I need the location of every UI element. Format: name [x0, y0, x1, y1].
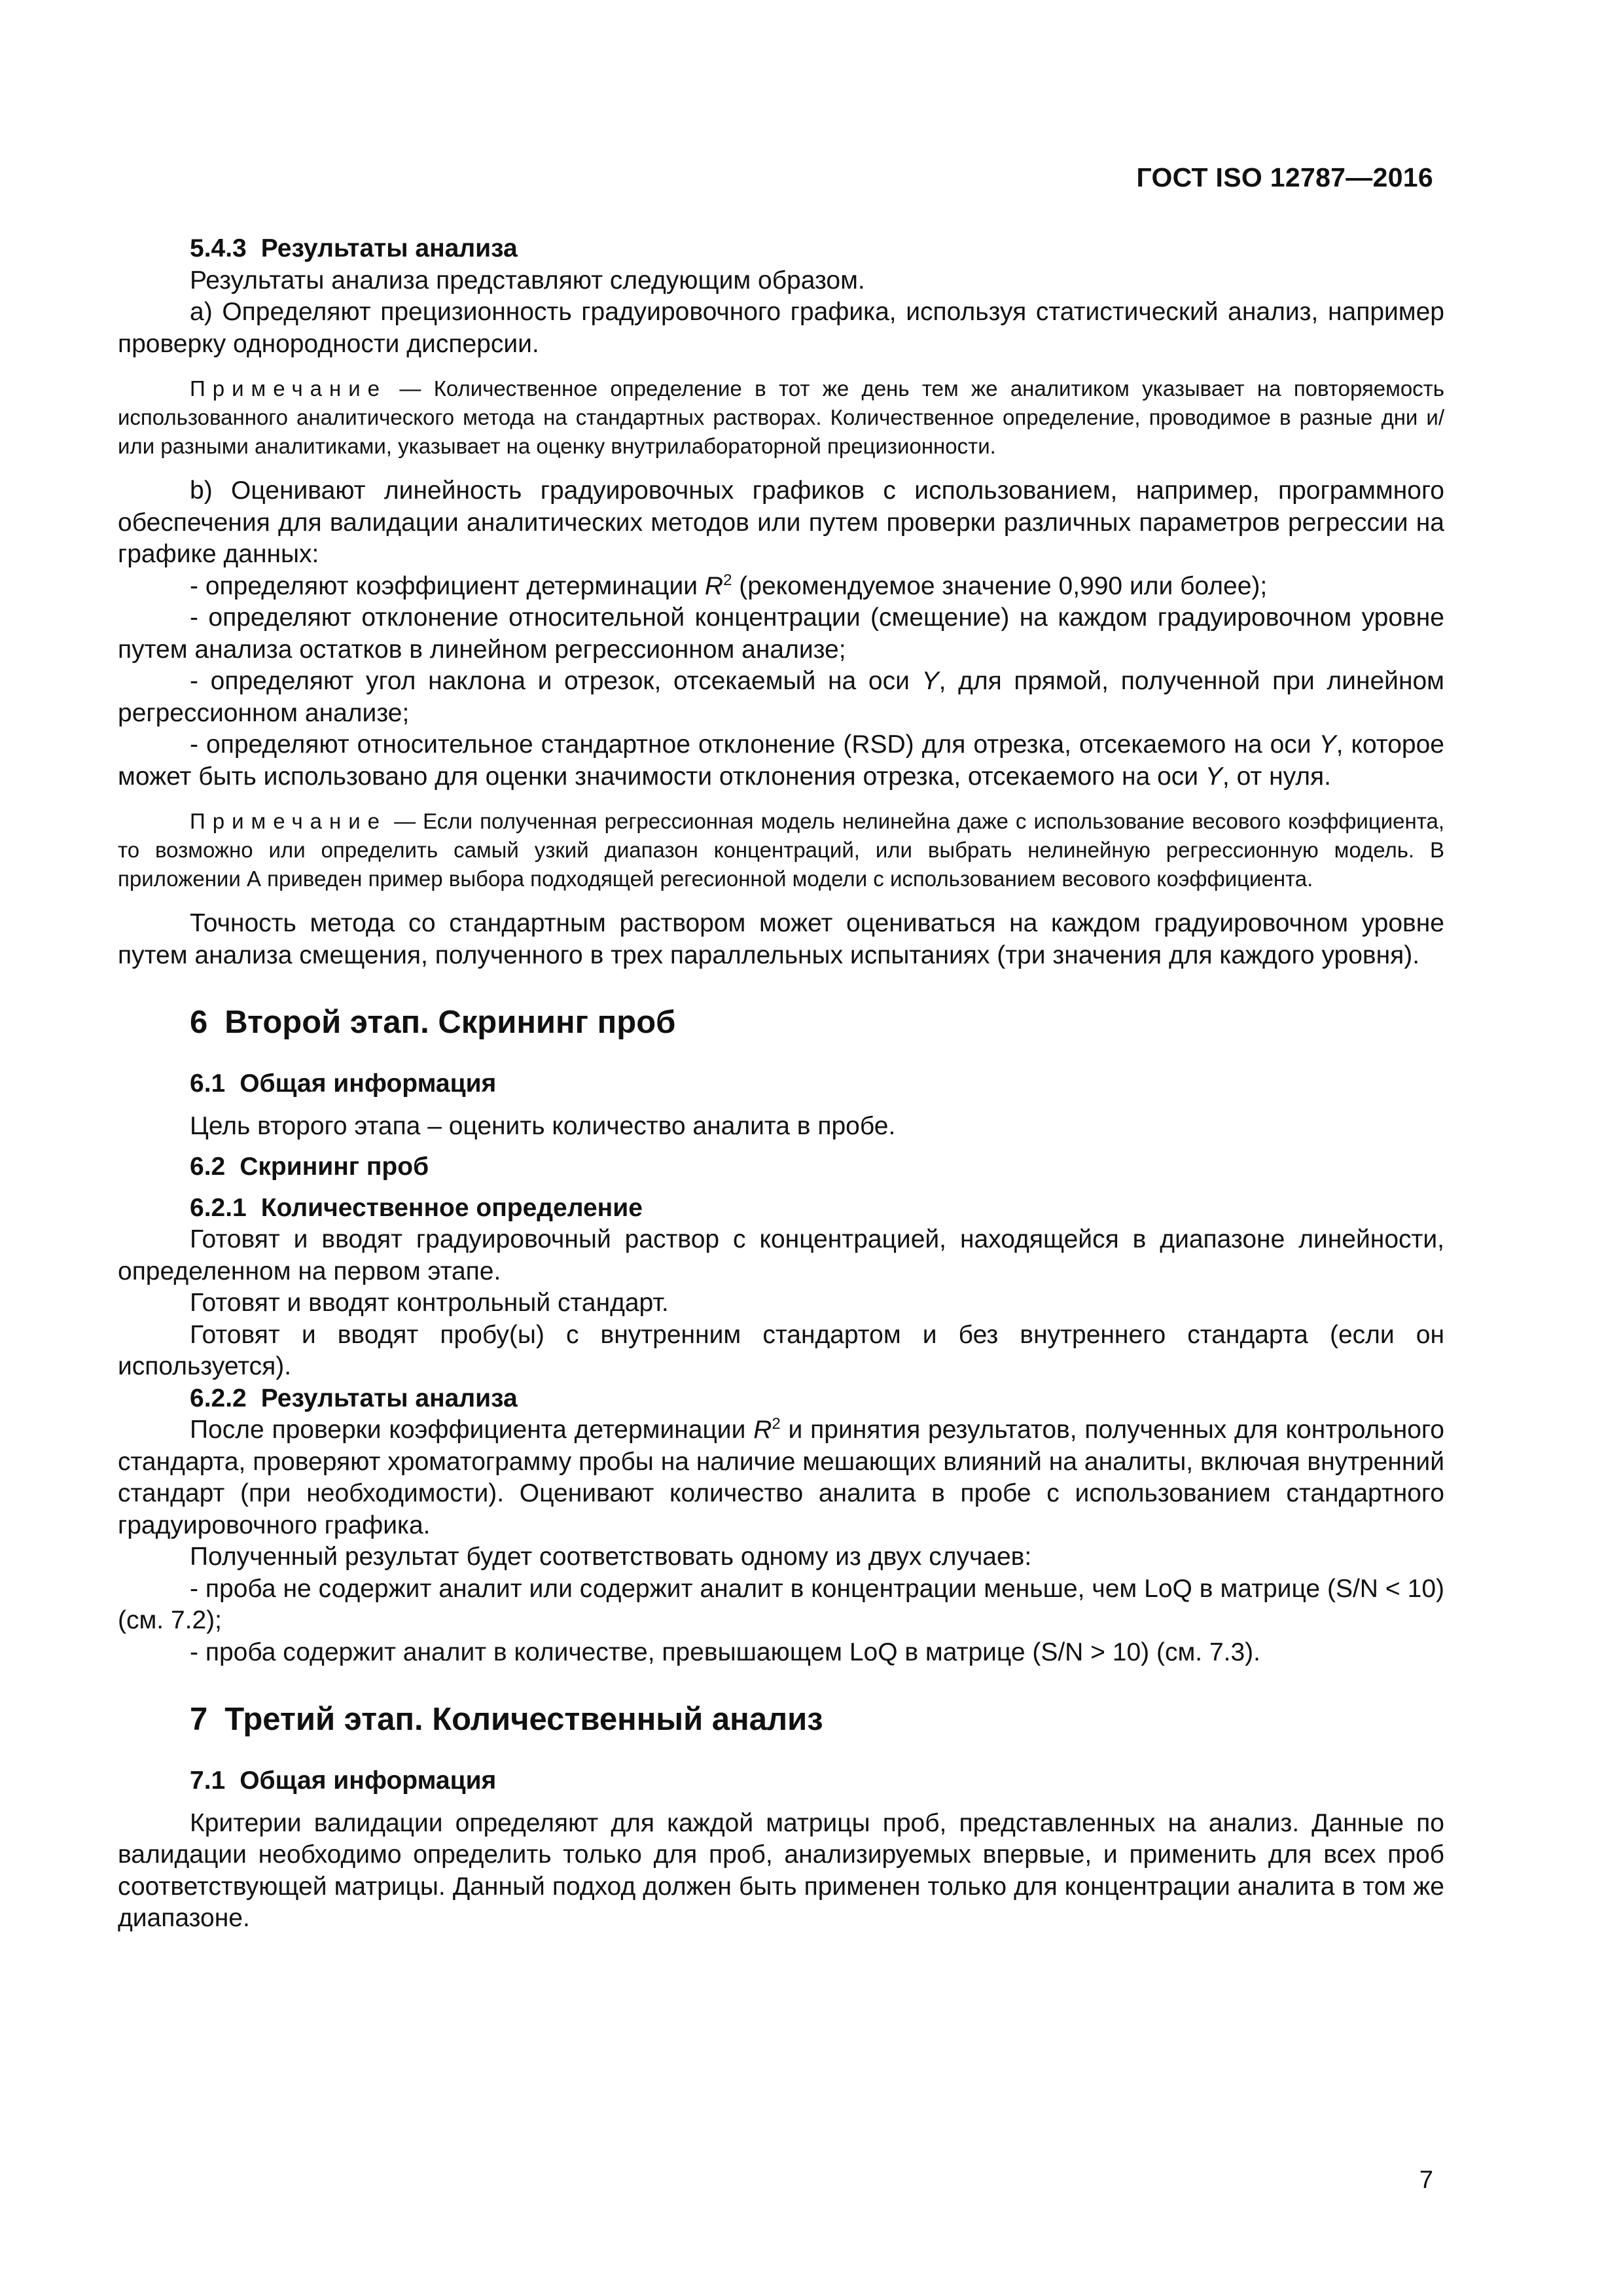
section-number: 5.4.3 [190, 234, 247, 262]
paragraph: Готовят и вводят градуировочный раствор с концентрацией, находящейся в диапазоне линейности, определенном на первом этапе. [118, 1225, 1444, 1285]
list-item: - определяют отклонение относительной концентрации (смещение) на каждом градуировочном уровне путем анализа остатков в линейном регрессионном анализе; [118, 603, 1444, 664]
paragraph: Готовят и вводят пробу(ы) с внутренним стандартом и без внутреннего стандарта (если он используется). [118, 1320, 1444, 1380]
paragraph-text: После проверки коэффициента детерминации [190, 1416, 754, 1444]
list-item-text: - определяют относительное стандартное отклонение (RSD) для отрезка, отсекаемого на оси [190, 730, 1319, 759]
note-text: — Если полученная регрессионная модель нелинейна даже с использование весового коэффициента, то возможно или определить самый узкий диапазон концентраций, или выбрать нелинейную регрессионную модель. В приложении А приведен пример выбора подходящей регесионной модели с использованием весового коэффициента. [118, 809, 1444, 891]
math-variable: Y [921, 667, 939, 695]
paragraph: Точность метода со стандартным раствором может оцениваться на каждом градуировочном уровне путем анализа смещения, полученного в трех параллельных испытаниях (три значения для каждого уровня). [118, 909, 1444, 969]
document-id-header: ГОСТ ISO 12787—2016 [1136, 162, 1433, 192]
paragraph: Готовят и вводят контрольный стандарт. [190, 1289, 669, 1317]
section-title: Общая информация [240, 1767, 497, 1795]
section-6-1-heading [118, 1068, 1444, 1100]
list-item [118, 729, 1444, 793]
list-item [118, 666, 1444, 729]
section-6-2-2-heading [118, 1383, 1444, 1415]
section-number: 6.2.1 [190, 1193, 247, 1222]
paragraph: Критерии валидации определяют для каждой матрицы проб, представленных на анализ. Данные по валидации необходимо определить только для проб, анализируемых впервые, и применить для всех проб соответствующей матрицы. Данный подход должен быть применен только для концентрации аналита в том же диапазоне. [118, 1808, 1444, 1932]
list-item-text: - определяют угол наклона и отрезок, отсекаемый на оси [190, 667, 922, 695]
math-variable: Y [1205, 762, 1222, 791]
section-number: 6 [190, 1005, 208, 1040]
paragraph-item-a: а) Определяют прецизионность градуировочного графика, используя статистический анализ, например проверку однородности дисперсии. [118, 298, 1444, 358]
section-number: 7 [190, 1702, 208, 1737]
section-title: Третий этап. Количественный анализ [224, 1702, 823, 1737]
section-7-heading [118, 1700, 1444, 1739]
list-item-text: , которое может быть использовано для оценки значимости отклонения отрезка, отсекаемого на оси [118, 730, 1444, 791]
list-item-text: - определяют коэффициент детерминации [190, 571, 705, 600]
note-1 [118, 374, 1444, 461]
section-5-4-3-heading [118, 233, 1444, 265]
paragraph: Цель второго этапа – оценить количество аналита в пробе. [190, 1111, 896, 1140]
note-text: — Количественное определение в тот же день тем же аналитиком указывает на повторяемость использованного аналитического метода на стандартных растворах. Количественное определение, проводимое в разные дни и/или разными аналитиками, указывает на оценку внутрилабораторной прецизионности. [118, 376, 1444, 458]
section-number: 7.1 [190, 1767, 226, 1795]
list-item-text: , для прямой, полученной при линейном регрессионном анализе; [118, 667, 1444, 727]
section-title: Второй этап. Скрининг проб [224, 1005, 676, 1040]
math-variable: Y [1319, 730, 1336, 759]
list-item-text: (рекомендуемое значение 0,990 или более); [732, 571, 1268, 600]
list-item: - проба не содержит аналит или содержит аналит в концентрации меньше, чем LoQ в матрице (S/N < 10) (см. 7.2); [118, 1574, 1444, 1634]
note-label: Примечание [190, 376, 387, 401]
section-number: 6.2.2 [190, 1384, 247, 1412]
list-item-text: , от нуля. [1222, 762, 1332, 791]
section-6-2-1-heading [118, 1193, 1444, 1225]
page-number: 7 [1419, 2166, 1433, 2194]
section-title: Результаты анализа [260, 234, 518, 262]
page-content [118, 233, 1444, 1935]
section-title: Результаты анализа [260, 1384, 518, 1412]
section-title: Общая информация [240, 1069, 497, 1098]
paragraph-item-b: b) Оценивают линейность градуировочных графиков с использованием, например, программного обеспечения для валидации аналитических методов или путем проверки различных параметров регрессии на графике данных: [118, 476, 1444, 568]
paragraph: Результаты анализа представляют следующим образом. [190, 266, 865, 295]
superscript: 2 [723, 571, 732, 589]
section-number: 6.1 [190, 1069, 226, 1098]
math-variable: R [753, 1416, 772, 1444]
section-number: 6.2 [190, 1153, 226, 1181]
math-variable: R [704, 571, 724, 600]
section-6-2-heading [118, 1151, 1444, 1183]
paragraph: Полученный результат будет соответствовать одному из двух случаев: [190, 1543, 1032, 1571]
note-2 [118, 807, 1444, 893]
paragraph [118, 1414, 1444, 1541]
superscript: 2 [772, 1415, 781, 1433]
section-title: Количественное определение [260, 1193, 643, 1222]
section-6-heading [118, 1003, 1444, 1042]
section-7-1-heading [118, 1765, 1444, 1797]
list-item [118, 571, 1444, 603]
paragraph-text: и принятия результатов, полученных для контрольного стандарта, проверяют хроматограмму пробы на наличие мешающих влияний на аналиты, включая внутренний стандарт (при необходимости). Оценивают количество аналита в пробе с использованием стандартного градуировочного графика. [118, 1416, 1444, 1539]
section-title: Скрининг проб [240, 1153, 429, 1181]
note-label: Примечание [190, 809, 387, 833]
list-item: - проба содержит аналит в количестве, превышающем LoQ в матрице (S/N > 10) (см. 7.3). [190, 1638, 1261, 1666]
